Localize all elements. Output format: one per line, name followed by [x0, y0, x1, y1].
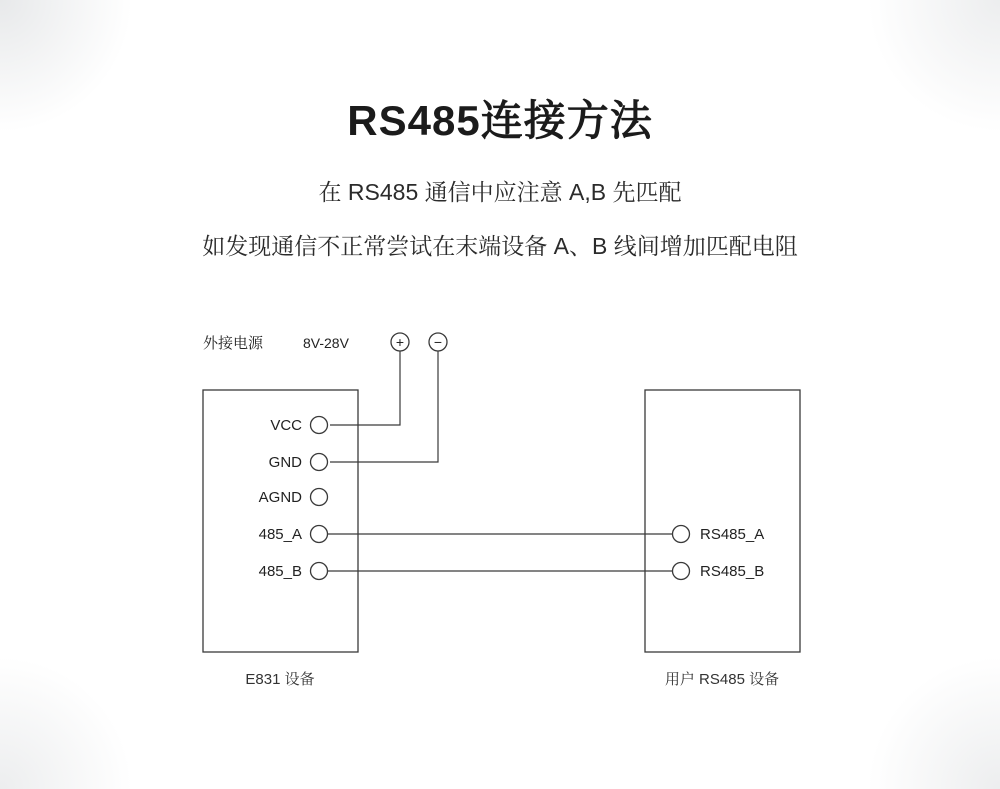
- right-device-caption: 用户 RS485 设备: [664, 671, 780, 688]
- wiring-diagram: [0, 300, 1000, 720]
- left-pin-terminal-485b: [311, 563, 328, 580]
- right-pin-terminal-rs485b: [673, 563, 690, 580]
- right-pin-terminal-rs485a: [673, 526, 690, 543]
- power-source-label: 外接电源: [203, 335, 264, 352]
- right-pin-label-rs485b: RS485_B: [700, 563, 765, 580]
- power-plus-label: +: [395, 334, 405, 350]
- left-pin-terminal-gnd: [311, 454, 328, 471]
- power-minus-label: −: [433, 334, 443, 350]
- left-pin-label-485a: 485_A: [258, 526, 302, 543]
- right-device-box: [645, 390, 800, 652]
- subtitle-line-1: 在 RS485 通信中应注意 A,B 先匹配: [318, 179, 682, 205]
- left-pin-terminal-agnd: [311, 489, 328, 506]
- left-pin-terminal-vcc: [311, 417, 328, 434]
- left-pin-terminal-485a: [311, 526, 328, 543]
- page-title: RS485连接方法: [347, 97, 653, 144]
- left-pin-label-agnd: AGND: [258, 489, 302, 506]
- power-range-label: 8V-28V: [303, 335, 349, 351]
- left-pin-label-vcc: VCC: [270, 417, 302, 434]
- left-pin-label-485b: 485_B: [258, 563, 302, 580]
- left-pin-label-gnd: GND: [268, 454, 302, 471]
- subtitle-line-2: 如发现通信不正常尝试在末端设备 A、B 线间增加匹配电阻: [202, 233, 798, 259]
- right-pin-label-rs485a: RS485_A: [700, 526, 765, 543]
- left-device-caption: E831 设备: [245, 671, 315, 688]
